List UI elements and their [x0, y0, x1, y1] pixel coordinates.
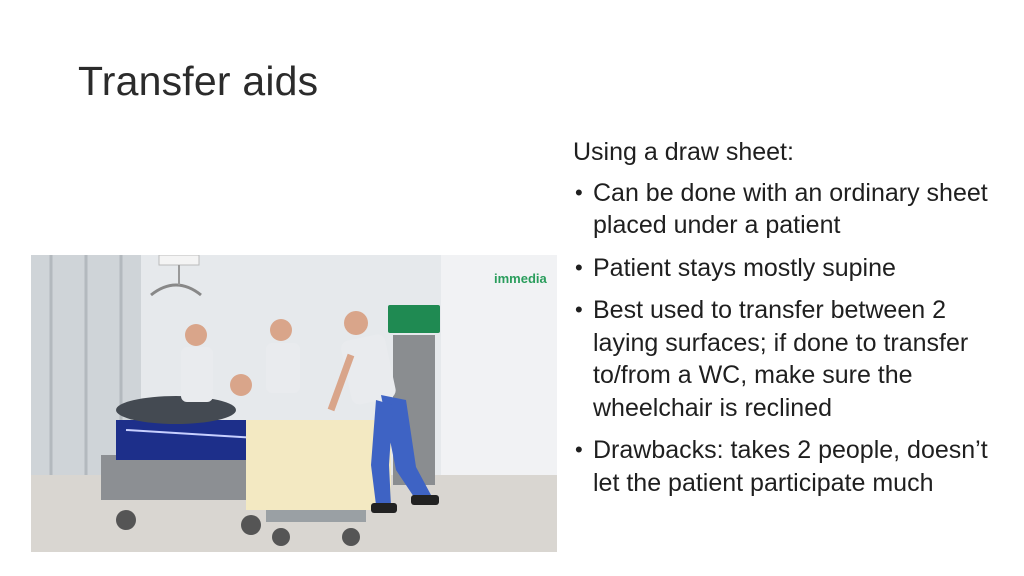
bullet-icon: •	[575, 297, 583, 322]
slide-content	[573, 136, 993, 509]
photo-logo: immedia	[494, 271, 547, 286]
list-item	[573, 252, 993, 285]
patient	[116, 396, 236, 424]
list-item	[573, 294, 993, 424]
bullet-icon: •	[575, 179, 583, 205]
dispenser	[388, 305, 440, 333]
draw-sheet	[246, 420, 391, 510]
bullet-icon: •	[575, 437, 583, 462]
slide-title: Transfer aids	[78, 58, 319, 104]
list-item	[573, 177, 993, 242]
nurse-right	[344, 311, 368, 335]
door	[441, 255, 557, 495]
list-item	[573, 434, 993, 499]
transfer-photo	[31, 255, 557, 552]
intro-text: Using a draw sheet:	[573, 138, 794, 166]
bed-frame	[101, 455, 271, 500]
bullet-list	[573, 177, 993, 500]
bullet-text: Can be done with an ordinary sheet placed under a patient	[593, 178, 988, 239]
bullet-text: Patient stays mostly supine	[593, 253, 896, 282]
nurse-middle	[270, 319, 292, 341]
draw-sheet-transfer-illustration	[31, 255, 557, 552]
nurse-left	[185, 324, 207, 346]
bullet-text: Drawbacks: takes 2 people, doesn’t let the patient participate much	[593, 436, 988, 497]
bullet-icon: •	[575, 254, 583, 280]
bullet-text: Best used to transfer between 2 laying surfaces; if done to transfer to/from a WC, make sure the wheelchair is reclined	[593, 296, 969, 422]
